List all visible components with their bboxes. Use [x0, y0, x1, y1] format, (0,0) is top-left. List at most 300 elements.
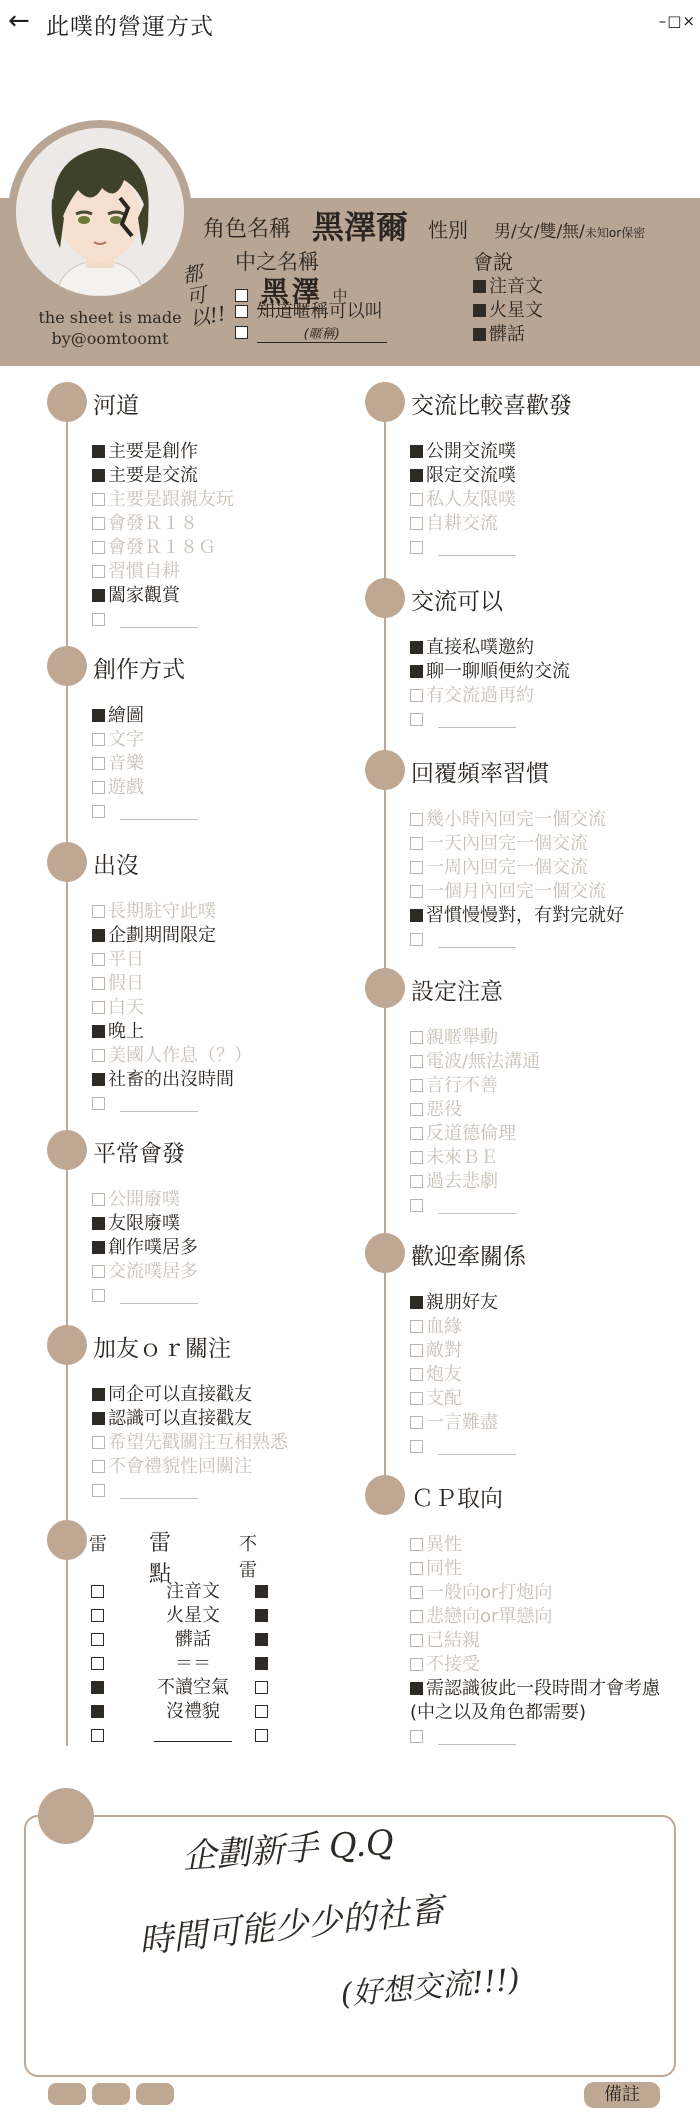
avatar-portrait-icon: [16, 128, 184, 296]
checkbox[interactable]: [92, 1193, 105, 1206]
checklist-item: [410, 708, 570, 732]
checkbox[interactable]: [410, 1562, 423, 1575]
checkbox[interactable]: [92, 1097, 105, 1110]
memo-line-1: 企劃新手 Q.Q: [181, 1822, 396, 1878]
checkbox[interactable]: [410, 1320, 423, 1333]
blank-input-line[interactable]: [120, 1096, 198, 1112]
checklist-item: [410, 1122, 540, 1146]
checklist: [92, 704, 198, 824]
checkbox[interactable]: [410, 1440, 423, 1453]
checklist-item: [92, 900, 252, 924]
checklist: [92, 440, 234, 632]
section-dot: [365, 968, 405, 1008]
checklist-item: [92, 704, 198, 728]
landmine-label: [133, 1724, 253, 1749]
checklist-label: 認識可以直接戳友: [108, 1408, 252, 1429]
checkbox[interactable]: [92, 781, 105, 794]
section-dot: [365, 1233, 405, 1273]
section-title: 交流可以: [411, 589, 503, 615]
checkbox[interactable]: [410, 1682, 423, 1695]
memo-line-3: (好想交流!!!): [339, 1962, 522, 2013]
checkbox[interactable]: [410, 1079, 423, 1092]
page-title: 此噗的營運方式: [46, 14, 214, 40]
landmine-head-mine: 雷: [89, 1534, 107, 1555]
checklist-item: [92, 1383, 288, 1407]
checklist-item: [92, 924, 252, 948]
checklist-item: [92, 1212, 198, 1236]
checklist-label: 有交流過再約: [426, 685, 534, 706]
checklist-item: [410, 1074, 540, 1098]
checklist-label: 文字: [108, 729, 144, 750]
checklist-label: 血緣: [426, 1316, 462, 1337]
blank-input-line[interactable]: [154, 1724, 232, 1742]
checklist-item: [410, 1653, 660, 1677]
checkbox[interactable]: [92, 1217, 105, 1230]
checkbox[interactable]: [92, 757, 105, 770]
checkbox[interactable]: [410, 1586, 423, 1599]
checklist-label: 幾小時內回完一個交流: [426, 809, 606, 830]
checklist-item: [410, 512, 516, 536]
checklist-label: 企劃期間限定: [108, 925, 216, 946]
landmine-label: 注音文: [166, 1581, 220, 1602]
checklist-item: [92, 1044, 252, 1068]
checklist-item: [92, 1260, 198, 1284]
checkbox[interactable]: [410, 1127, 423, 1140]
nickname-value: 黑澤: [257, 275, 327, 309]
checklist-item: [92, 440, 234, 464]
blank-input-line[interactable]: [438, 1198, 516, 1214]
landmine-mine-checkbox[interactable]: [91, 1633, 104, 1646]
speaks-checkbox[interactable]: [473, 280, 486, 293]
back-arrow-icon[interactable]: ←: [8, 6, 30, 36]
checklist-label: 長期駐守此噗: [108, 901, 216, 922]
nickname-suffix: 中: [332, 287, 348, 305]
gender-options-extra: 未知or保密: [584, 226, 646, 240]
checklist-item: [410, 1050, 540, 1074]
speaks-title: 會說: [473, 250, 513, 274]
speaks-item: [473, 272, 543, 298]
checklist-label: 直接私噗邀約: [426, 637, 534, 658]
checkbox[interactable]: [410, 1730, 423, 1743]
checklist-item: [410, 1339, 516, 1363]
checklist-item: [410, 660, 570, 684]
checkbox[interactable]: [92, 805, 105, 818]
landmine-label: ＝＝: [175, 1653, 211, 1674]
nickname-checkbox-2[interactable]: [235, 305, 248, 318]
checkbox[interactable]: [410, 517, 423, 530]
nickname-row-2: [235, 297, 383, 323]
checklist-item: [410, 1725, 660, 1749]
checklist-item: [410, 636, 570, 660]
checklist-label: 公開廢噗: [108, 1189, 180, 1210]
checklist: [410, 808, 624, 952]
checkbox[interactable]: [410, 1392, 423, 1405]
checkbox[interactable]: [410, 1103, 423, 1116]
checklist-label: 一天內回完一個交流: [426, 833, 588, 854]
checkbox[interactable]: [92, 493, 105, 506]
checklist: [410, 1026, 540, 1218]
handwritten-note: 都可以!!: [180, 260, 228, 332]
sheet-credit: the sheet is made by@oomtoomt: [38, 308, 182, 348]
checkbox[interactable]: [410, 689, 423, 702]
section-title: 交流比較喜歡發: [411, 393, 572, 419]
checklist-label: 親暱舉動: [426, 1027, 498, 1048]
checklist-label: 一言難盡: [426, 1412, 498, 1433]
blank-input-line[interactable]: [438, 540, 516, 556]
checklist-item: [92, 1020, 252, 1044]
section-title: 回覆頻率習慣: [411, 761, 549, 787]
checkbox[interactable]: [410, 1634, 423, 1647]
gender-options: [494, 217, 645, 242]
checklist-label: 同性: [426, 1558, 462, 1579]
speaks-checkbox[interactable]: [473, 304, 486, 317]
checkbox[interactable]: [92, 977, 105, 990]
memo-dot: [38, 1788, 94, 1844]
checklist-label: 言行不善: [426, 1075, 498, 1096]
checklist-item: [410, 536, 516, 560]
checklist-label: 一周內回完一個交流: [426, 857, 588, 878]
section-dot: [47, 646, 87, 686]
checklist-item: [410, 856, 624, 880]
section-dot: [47, 842, 87, 882]
section-title: 歡迎牽關係: [411, 1244, 526, 1270]
checkbox[interactable]: [410, 909, 423, 922]
checkbox[interactable]: [410, 1199, 423, 1212]
checkbox[interactable]: [410, 713, 423, 726]
checklist-label: 聊一聊順便約交流: [426, 661, 570, 682]
checklist-item: [92, 752, 198, 776]
checklist-label: 反道德倫理: [426, 1123, 516, 1144]
checkbox[interactable]: [410, 1055, 423, 1068]
speaks-label: 火星文: [489, 300, 543, 321]
section-dot: [47, 382, 87, 422]
memo-tab-3[interactable]: [136, 2083, 174, 2105]
checkbox[interactable]: [92, 733, 105, 746]
landmine-row: [91, 1604, 331, 1628]
checkbox[interactable]: [92, 1484, 105, 1497]
nickname-row-3: [235, 322, 387, 343]
checklist-label: 友限廢噗: [108, 1213, 180, 1234]
landmine-ok-checkbox[interactable]: [255, 1705, 268, 1718]
checklist-label: 會發Ｒ１８: [108, 513, 198, 534]
checklist-label: 一個月內回完一個交流: [426, 881, 606, 902]
checklist-item: [410, 1411, 516, 1435]
gender-options-main: 男/女/雙/無/: [494, 222, 585, 242]
section-title: 河道: [93, 393, 139, 419]
top-bar: [0, 0, 700, 48]
landmine-mine-checkbox[interactable]: [91, 1729, 104, 1742]
landmine-ok-checkbox[interactable]: [255, 1729, 268, 1742]
section-dot: [365, 750, 405, 790]
checklist-item: [92, 728, 198, 752]
checkbox[interactable]: [410, 861, 423, 874]
checkbox[interactable]: [410, 1296, 423, 1309]
checkbox[interactable]: [92, 1073, 105, 1086]
blank-input-line[interactable]: [438, 1439, 516, 1455]
checklist-item: [410, 1701, 660, 1725]
checkbox[interactable]: [410, 1368, 423, 1381]
checkbox[interactable]: [92, 929, 105, 942]
landmine-ok-checkbox[interactable]: [255, 1681, 268, 1694]
checklist-item: [92, 948, 252, 972]
speaks-item: [473, 320, 525, 346]
section-dot: [47, 1130, 87, 1170]
section-title: ＣＰ取向: [411, 1486, 503, 1512]
speaks-checkbox[interactable]: [473, 328, 486, 341]
checkbox[interactable]: [92, 1289, 105, 1302]
checklist-item: [410, 1363, 516, 1387]
blank-input-line[interactable]: [120, 804, 198, 820]
checkbox[interactable]: [92, 709, 105, 722]
checklist-label: 主要是交流: [108, 465, 198, 486]
landmine-label: 髒話: [175, 1629, 211, 1650]
checklist-label: 親朋好友: [426, 1292, 498, 1313]
checklist-label: 不會禮貌性回關注: [108, 1456, 252, 1477]
landmine-row: [91, 1724, 331, 1748]
checkbox[interactable]: [92, 1265, 105, 1278]
checklist-label: 晚上: [108, 1021, 144, 1042]
checklist-label: 會發Ｒ１８Ｇ: [108, 537, 216, 558]
landmine-row: [91, 1700, 331, 1724]
checkbox[interactable]: [410, 445, 423, 458]
checklist-label: 平日: [108, 949, 144, 970]
checklist-item: [410, 1387, 516, 1411]
checklist-item: [410, 1170, 540, 1194]
checklist-item: [92, 560, 234, 584]
checklist: [92, 1383, 288, 1503]
checkbox[interactable]: [410, 1031, 423, 1044]
checklist-label: 需認識彼此一段時間才會考慮: [426, 1678, 660, 1699]
checklist-label: 假日: [108, 973, 144, 994]
checkbox[interactable]: [92, 1001, 105, 1014]
checkbox[interactable]: [410, 1658, 423, 1671]
landmine-head-ok: 不雷: [239, 1534, 257, 1581]
checkbox[interactable]: [92, 1412, 105, 1425]
checklist-label: 惡役: [426, 1099, 462, 1120]
section-dot: [365, 578, 405, 618]
landmine-mine-checkbox[interactable]: [91, 1705, 104, 1718]
checklist-label: 習慣自耕: [108, 561, 180, 582]
checklist-item: [92, 536, 234, 560]
blank-input-line[interactable]: [438, 1729, 516, 1745]
checklist-item: [410, 440, 516, 464]
checkbox[interactable]: [410, 493, 423, 506]
checkbox[interactable]: [410, 665, 423, 678]
checkbox[interactable]: [92, 905, 105, 918]
landmine-ok-checkbox[interactable]: [255, 1609, 268, 1622]
checklist-item: [410, 1557, 660, 1581]
checklist-item: [410, 1194, 540, 1218]
checkbox[interactable]: [92, 517, 105, 530]
memo-tab-2[interactable]: [92, 2083, 130, 2105]
checklist-item: [410, 904, 624, 928]
section-dot: [47, 1325, 87, 1365]
checklist-label: 支配: [426, 1388, 462, 1409]
landmine-mine-checkbox[interactable]: [91, 1681, 104, 1694]
checklist-label: 一般向or打炮向: [426, 1582, 553, 1603]
checklist-label: 主要是創作: [108, 441, 198, 462]
speaks-label: 髒話: [489, 324, 525, 345]
checkbox[interactable]: [92, 613, 105, 626]
landmine-ok-checkbox[interactable]: [255, 1585, 268, 1598]
checklist-label: 公開交流噗: [426, 441, 516, 462]
checklist-item: [92, 1407, 288, 1431]
checkbox[interactable]: [92, 1388, 105, 1401]
checklist-item: [410, 1026, 540, 1050]
checklist-item: [92, 800, 198, 824]
checklist-item: [92, 584, 234, 608]
checklist-label: 遊戲: [108, 777, 144, 798]
memo-line-2: 時間可能少少的社畜: [137, 1890, 446, 1962]
checklist-item: [92, 996, 252, 1020]
checklist-item: [92, 1284, 198, 1308]
character-name-value: 黑澤爾: [312, 208, 409, 246]
checklist-label: 限定交流噗: [426, 465, 516, 486]
checklist-item: [92, 608, 234, 632]
avatar: [16, 128, 184, 296]
checklist-label: 希望先戳關注互相熟悉: [108, 1432, 288, 1453]
checkbox[interactable]: [92, 1049, 105, 1062]
checklist: [410, 1533, 660, 1749]
checklist-item: [92, 1455, 288, 1479]
note-tab[interactable]: 備註: [584, 2082, 660, 2108]
landmine-mine-checkbox[interactable]: [91, 1585, 104, 1598]
checkbox[interactable]: [410, 1344, 423, 1357]
checklist-item: [92, 776, 198, 800]
landmine-mine-checkbox[interactable]: [91, 1657, 104, 1670]
landmine-row: [91, 1652, 331, 1676]
checkbox[interactable]: [92, 1025, 105, 1038]
checkbox[interactable]: [92, 589, 105, 602]
checkbox[interactable]: [92, 445, 105, 458]
checklist-item: [92, 512, 234, 536]
checkbox[interactable]: [410, 1538, 423, 1551]
checkbox[interactable]: [410, 641, 423, 654]
checklist-label: 悲戀向or單戀向: [426, 1606, 553, 1627]
checkbox[interactable]: [410, 469, 423, 482]
checklist-item: [92, 1188, 198, 1212]
checklist-item: [92, 1479, 288, 1503]
checkbox[interactable]: [410, 813, 423, 826]
landmine-row: [91, 1580, 331, 1604]
checkbox[interactable]: [92, 469, 105, 482]
checklist-label: 異性: [426, 1534, 462, 1555]
checklist-label: 已結親: [426, 1630, 480, 1651]
checklist: [92, 900, 252, 1116]
blank-input-line[interactable]: [438, 932, 516, 948]
checkbox[interactable]: [92, 953, 105, 966]
checklist-item: [410, 1146, 540, 1170]
checklist-item: [410, 928, 624, 952]
landmine-row: [91, 1628, 331, 1652]
checklist-item: [410, 1291, 516, 1315]
landmine-head-points: 雷點: [149, 1531, 172, 1587]
landmine-ok-checkbox[interactable]: [255, 1633, 268, 1646]
checkbox[interactable]: [410, 837, 423, 850]
checklist-label: 電波/無法溝通: [426, 1051, 541, 1072]
section-title: 加友ｏｒ關注: [93, 1336, 231, 1362]
checklist-item: [410, 464, 516, 488]
checklist-label: 白天: [108, 997, 144, 1018]
landmine-ok-checkbox[interactable]: [255, 1657, 268, 1670]
checkbox[interactable]: [92, 541, 105, 554]
checkbox[interactable]: [92, 1460, 105, 1473]
window-controls-icon[interactable]: –□×: [658, 12, 696, 30]
character-name-label: 角色名稱: [203, 217, 292, 242]
nickname-title: 中之名稱: [235, 250, 319, 274]
checklist-item: [410, 1315, 516, 1339]
checklist-item: [410, 1435, 516, 1459]
checklist-label: 創作噗居多: [108, 1237, 198, 1258]
checklist-item: [410, 808, 624, 832]
blank-input-line[interactable]: [438, 712, 516, 728]
checkbox[interactable]: [410, 933, 423, 946]
checklist-label: 主要是跟親友玩: [108, 489, 234, 510]
blank-input-line[interactable]: [120, 1483, 198, 1499]
checklist-item: [92, 464, 234, 488]
section-title: 設定注意: [411, 979, 503, 1005]
checklist-item: [410, 1533, 660, 1557]
nickname-blank: (暱稱): [257, 323, 387, 343]
checklist-label: 不接受: [426, 1654, 480, 1675]
checklist-label: 炮友: [426, 1364, 462, 1385]
section-title: 平常會發: [93, 1141, 185, 1167]
checklist-item: [92, 1068, 252, 1092]
checklist-label: 交流噗居多: [108, 1261, 198, 1282]
checklist: [92, 1188, 198, 1308]
checkbox[interactable]: [410, 885, 423, 898]
checkbox[interactable]: [92, 565, 105, 578]
checklist: [410, 440, 516, 560]
checklist-item: [410, 1605, 660, 1629]
checkbox[interactable]: [410, 1175, 423, 1188]
blank-input-line[interactable]: [120, 612, 198, 628]
checklist-label: 音樂: [108, 753, 144, 774]
checklist-label: 過去悲劇: [426, 1171, 498, 1192]
checklist-item: [410, 880, 624, 904]
nickname-option-label: 知道暱稱可以叫: [256, 301, 383, 322]
checklist-item: [92, 488, 234, 512]
checkbox[interactable]: [410, 1416, 423, 1429]
checklist-label: 社畜的出沒時間: [108, 1069, 234, 1090]
checklist-label: 同企可以直接戳友: [108, 1384, 252, 1405]
checklist-label: 美國人作息（？）: [108, 1045, 252, 1066]
checklist-item: [410, 1098, 540, 1122]
checklist-label: 自耕交流: [426, 513, 498, 534]
section-dot: [47, 1520, 87, 1560]
checklist-item: [92, 1236, 198, 1260]
checklist-label: 私人友限噗: [426, 489, 516, 510]
checklist-item: [410, 1677, 660, 1701]
checklist-item: [410, 488, 516, 512]
checklist: [410, 1291, 516, 1459]
checkbox[interactable]: [410, 541, 423, 554]
memo-tab-1[interactable]: [48, 2083, 86, 2105]
landmine-label: 不讀空氣: [157, 1677, 229, 1698]
blank-input-line[interactable]: [120, 1288, 198, 1304]
checklist-item: [410, 832, 624, 856]
checkbox[interactable]: [410, 1151, 423, 1164]
section-title: 出沒: [93, 853, 139, 879]
checkbox[interactable]: [92, 1241, 105, 1254]
checkbox[interactable]: [92, 1436, 105, 1449]
checklist-item: [92, 1092, 252, 1116]
speaks-item: [473, 296, 543, 322]
landmine-mine-checkbox[interactable]: [91, 1609, 104, 1622]
nickname-checkbox-3[interactable]: [235, 326, 248, 339]
checkbox[interactable]: [410, 1610, 423, 1623]
checklist-label: 敵對: [426, 1340, 462, 1361]
